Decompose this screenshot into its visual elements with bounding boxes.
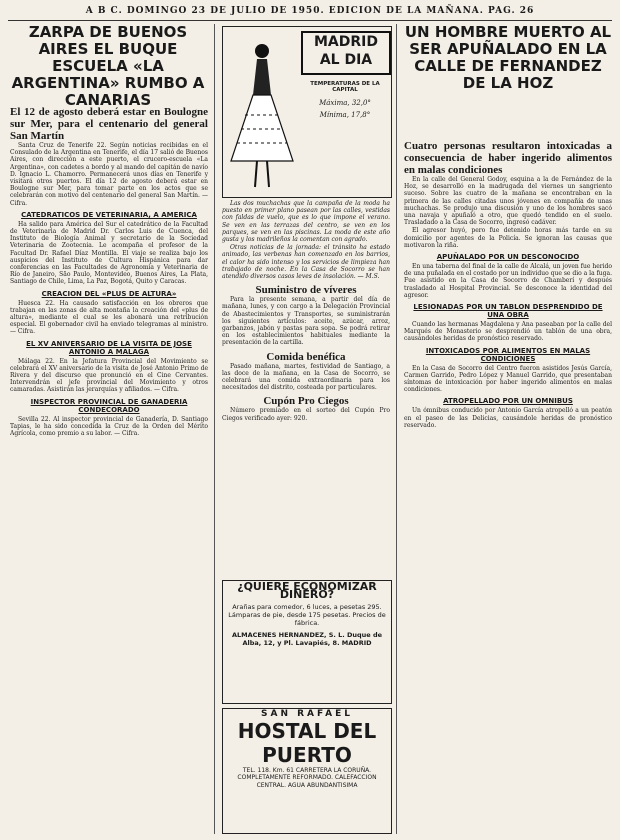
column-divider [214, 24, 215, 834]
left-paragraph: Ha salido para América del Sur el catedrático de la Facultad de Veterinaria de Madrid Dr. Carlos Luis de Cuenca, del Instituto de Biología Animal y secretario de la Sociedad Veterinaria de Zootecnia. Le acompaña el profesor de la Facultad Dr. Rafael Díaz Montilla. El viaje se realiza bajo los auspicios del Instituto de Cultura Hispánica para dar conferencias en las Facultades de Agronomía y Veterinaria de Río de Janeiro, São Paulo, Montevideo, Buenos Aires, La Plata, Santiago de Chile, Lima, La Paz, Bogotá, Quito y Caracas. [10, 220, 208, 286]
right-section-title: LESIONADAS POR UN TABLON DESPRENDIDO DE UNA OBRA [413, 303, 603, 320]
middle-section-title: Cupón Pro Ciegos [263, 395, 349, 408]
madrid-al-dia-box [222, 26, 392, 198]
left-section-title: INSPECTOR PROVINCIAL DE GANADERIA CONDECORADO [30, 397, 188, 414]
ad-hostal-top: SAN RAFAEL [261, 709, 353, 719]
ad-hostal-body: TEL. 118. Km. 61 CARRETERA LA CORUÑA. COMPLETAMENTE REFORMADO. CALEFACCION CENTRAL. AGUA ABUNDANTISIMA [237, 766, 377, 789]
right-paragraph: En la calle del General Godoy, esquina a la de Fernández de la Hoz, se desarrolló en la madrugada del viernes un sangriento suceso. Sobre las cuatro de la mañana se encontraban en la primera de las calles citadas unos jóvenes en compañía de unas muchachas. Se produjo una discusión y uno de los hombres sacó una navaja y apuñaló a otro, que quedó tendido en el suelo. Trasladado a la Casa de Socorro, ingresó cadáver. [404, 176, 612, 227]
ad-economizar [222, 580, 392, 704]
right-paragraph: En una taberna del final de la calle de Alcalá, un joven fue herido de una puñalada en el costado por un individuo que se dio a la fuga. Fue asistido en la Casa de Socorro de Chamberí y después trasladado al Hospital Provincial. Se desconoce la identidad del agresor. [404, 263, 612, 299]
left-section-title: CATEDRATICOS DE VETERINARIA, A AMERICA [21, 210, 197, 219]
middle-paragraph: Pasado mañana, martes, festividad de Santiago, a las doce de la mañana, en la Casa de Socorro, se celebrará una comida extraordinaria para los necesitados del distrito, costeada por particulares. [222, 362, 390, 392]
right-section-title: ATROPELLADO POR UN OMNIBUS [443, 397, 573, 406]
right-column [404, 140, 612, 834]
left-paragraph: Santa Cruz de Tenerife 22. Según noticias recibidas en el Consulado de la Argentina en Tenerife, el día 17 salió de Buenos Aires, con dirección a este puerto, el crucero-escuela «La Argentina», con cadetes a bordo y al mando del capitán de navío D. Ignacio L. Chamorro. Permanecerá unos días en Tenerife y visitará otros puertos. El día 12 de agosto deberá estar en Boulogne sur Mer, para tomar parte en los actos que se celebrarán con motivo del centenario del general San Martín. — Cifra. [10, 142, 208, 207]
middle-paragraph: Para la presente semana, a partir del día de mañana, lunes, y con cargo a la Delegación Provincial de Abastecimientos y Transportes, se suministrarán los siguientes artículos: aceite, azúcar, arroz, garbanzos, jabón y pastas para sopa. Se podrá retirar en los establecimientos habituales mediante la presentación de la cartilla. [222, 296, 390, 347]
right-headline: UN HOMBRE MUERTO AL SER APUÑALADO EN LA CALLE DE FERNANDEZ DE LA HOZ [404, 23, 612, 92]
left-section-title: CREACION DEL «PLUS DE ALTURA» [41, 289, 177, 298]
left-column [10, 106, 208, 834]
ad-economizar-title: ¿QUIERE ECONOMIZAR DINERO? [237, 580, 377, 601]
ad-economizar-body: Arañas para comedor, 6 luces, a pesetas 295. Lámparas de pie, desde 175 pesetas. Precios de fábrica. [228, 603, 386, 627]
left-paragraph: Huesca 22. Ha causado satisfacción en los obreros que trabajan en las zonas de alta montaña la creación del «plus de altura», mediante el cual se les abonará una retribución especial. El gobernador civil ha enviado telegramas al ministro. — Cifra. [10, 299, 208, 336]
right-paragraph: El agresor huyó, pero fue detenido horas más tarde en su domicilio por agentes de la Policía. Se ignoran las causas que motivaron la riña. [404, 227, 612, 249]
fashion-figure-illustration [227, 33, 297, 193]
temp-max: Máxima, 32,0° [319, 99, 371, 107]
ad-hostal [222, 708, 392, 834]
right-paragraph: En la Casa de Socorro del Centro fueron asistidos Jesús García, Carmen Garrido, Pedro López y Manuel Garrido, que presentaban síntomas de intoxicación por haber ingerido alimentos en malas condiciones. [404, 364, 612, 394]
temp-min: Mínima, 17,8° [319, 111, 371, 119]
middle-section-title: Suministro de víveres [255, 284, 357, 297]
left-headline: ZARPA DE BUENOS AIRES EL BUQUE ESCUELA «LA ARGENTINA» RUMBO A CANARIAS [11, 23, 205, 109]
ad-economizar-footer: ALMACENES HERNANDEZ, S. L. Duque de Alba, 12, y Pl. Lavapiés, 8. MADRID [231, 631, 383, 647]
middle-paragraph: Otras noticias de la jornada: el tránsito ha estado animado, las verbenas han comenzado en los barrios, el calor ha sido intenso y los servicios de limpieza han trabajado de noche. En la Casa de Socorro se han atendido diversos casos leves de insolación. — M.S. [222, 244, 390, 281]
right-subhead: Cuatro personas resultaron intoxicadas a consecuencia de haber ingerido alimentos en malas condiciones [404, 140, 612, 176]
ad-hostal-title: HOSTAL DEL PUERTO [237, 718, 377, 767]
column-divider [396, 24, 397, 834]
left-subhead: El 12 de agosto deberá estar en Boulogne sur Mer, para el centenario del general San Martín [10, 106, 208, 142]
right-section-title: APUÑALADO POR UN DESCONOCIDO [436, 253, 580, 262]
middle-section-title: Comida benéfica [266, 350, 346, 363]
madrid-al-dia-title: MADRID AL DIA [301, 31, 391, 75]
right-section-title: INTOXICADOS POR ALIMENTOS EN MALAS CONDICIONES [425, 346, 591, 363]
right-paragraph: Cuando las hermanas Magdalena y Ana paseaban por la calle del Marqués de Monasterio se desprendió un tablón de una obra, causándoles heridas de pronóstico reservado. [404, 321, 612, 343]
temperatures-label: TEMPERATURAS DE LA CAPITAL [310, 81, 380, 93]
middle-paragraph: Número premiado en el sorteo del Cupón Pro Ciegos verificado ayer: 920. [222, 407, 390, 422]
left-section-title: EL XV ANIVERSARIO DE LA VISITA DE JOSE ANTONIO A MALAGA [26, 339, 192, 356]
left-paragraph: Sevilla 22. Al inspector provincial de Ganadería, D. Santiago Tapias, le ha sido concedida la Cruz de la Orden del Mérito Agrícola, como premio a su labor. — Cifra. [10, 415, 208, 438]
right-paragraph: Un ómnibus conducido por Antonio García atropelló a un peatón en el paseo de las Delicias, causándole heridas de pronóstico reservado. [404, 407, 612, 429]
left-paragraph: Málaga 22. En la Jefatura Provincial del Movimiento se celebrará el XV aniversario de la visita de José Antonio Primo de Rivera y del discurso que pronunció en el Cine Cervantes. Intervendrán el jefe provincial del Movimiento y otros camaradas. Asistirán las jerarquías y afiliados. — Cifra. [10, 357, 208, 394]
page-header: A B C. DOMINGO 23 DE JULIO DE 1950. EDICION DE LA MAÑANA. PAG. 26 [85, 6, 535, 16]
header-rule [8, 20, 612, 21]
middle-paragraph: Las dos muchachas que la campaña de la moda ha puesto en primer plano pasean por las calles, vestidas con faldas de vuelo, que es lo que impone el verano. Se ven en las terrazas del centro, se ven en los parques, se ven en las piscinas. La moda de este año gusta y los madrileños la comentan con agrado. [222, 200, 390, 244]
middle-column [222, 200, 390, 570]
